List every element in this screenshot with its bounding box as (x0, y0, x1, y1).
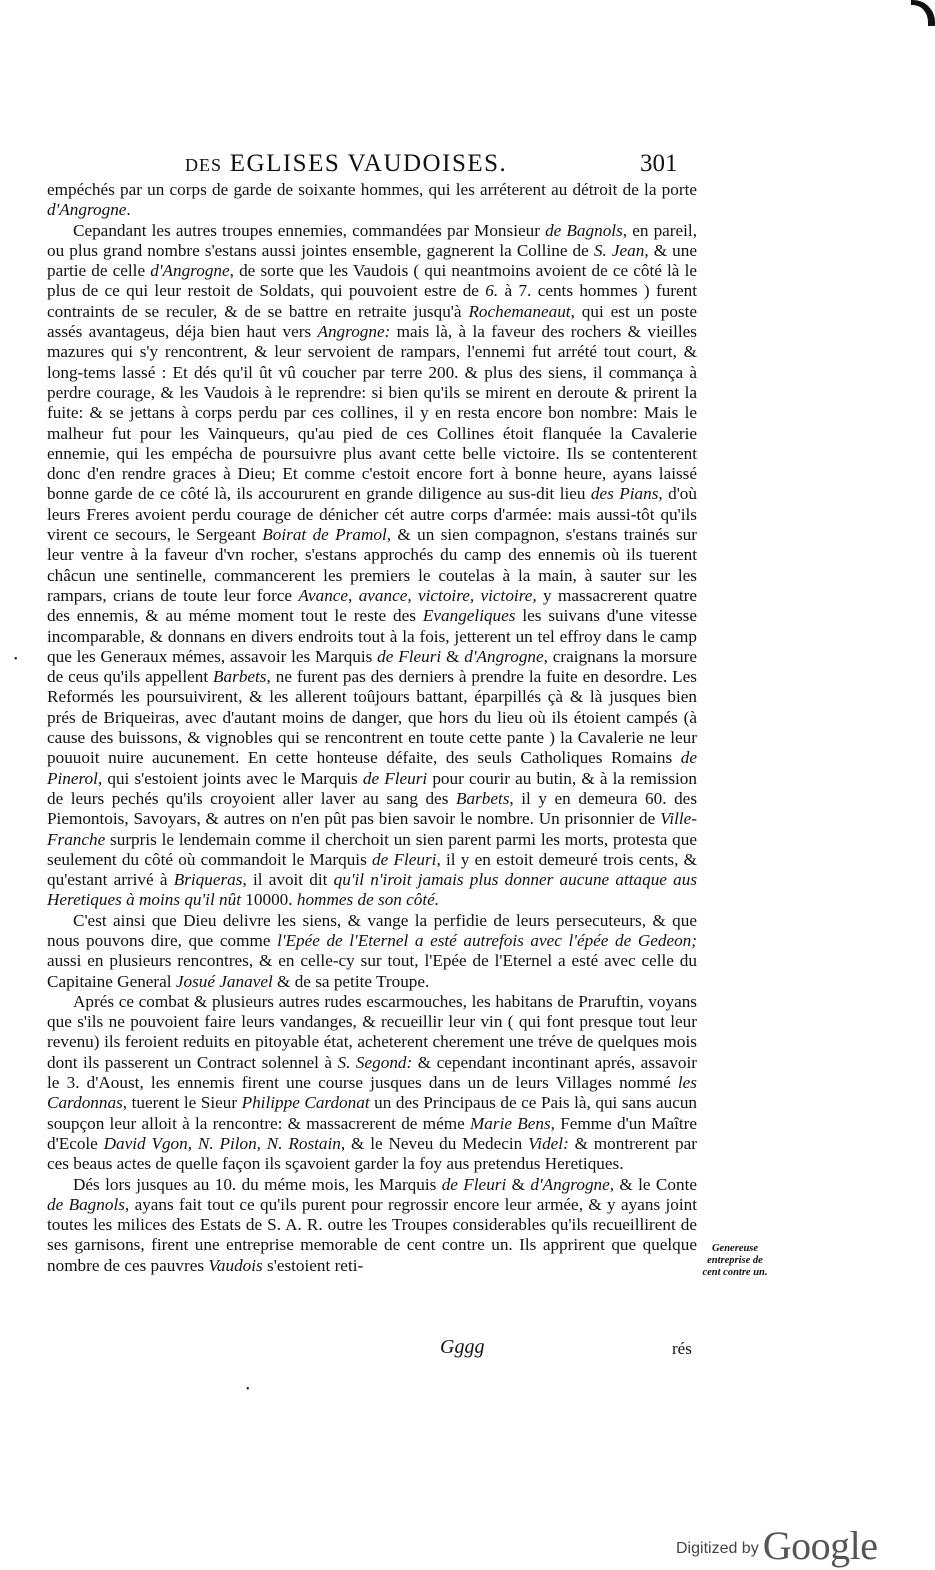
italic-run: hommes de son côté. (296, 890, 440, 910)
page-number: 301 (640, 150, 678, 177)
running-head (0, 150, 935, 180)
italic-run: Ville-Franche (47, 809, 697, 849)
italic-run: S. Jean (593, 240, 645, 260)
text-run: pour courir au butin, & à la remission de leurs pechés qu'ils croyoient aller laver au sang des (47, 768, 697, 808)
text-run: & montrerent par ces beaus actes de quelle façon ils sçavoient garder la foy aus pretendus Heretiques. (47, 1133, 697, 1174)
text-run: , ne furent pas des derniers à prendre la fuite en desordre. Les Reformés les poursuivirent, & les allerent toûjours battant, éparpillés çà & là jusques bien prés de Briqueiras, avec d'autant moins de danger, que hors du lieu où ils étoient campés (à cause des buissons, & vignobles qui se rencontrent en toute cette pante ) la Cavalerie ne leur pouuoit nuire aucunement. En cette honteuse défaite, des seuls Catholiques Romains (47, 667, 697, 768)
italic-run: d'Angrogne (464, 646, 544, 666)
text-run: mais là, à la faveur des rochers & vieilles mazures qui s'y rencontrent, & leur servoient de rampars, l'ennemi fut arrété tout court, & long-tems lassé : Et dés qu'il ût vû coucher par terre 200. & plus des siens, il commança à perdre courage, & les Vaudois à le reprendre: si bien qu'ils se mirent en deroute & prirent la fuite: & se jettans à corps perdu par ces collines, il y en resta encore bon nombre: Mais le malheur fut pour les Vainqueurs, qu'au pied de ces Collines étoit flanquée la Cavalerie ennemie, qui les empécha de poursuivre plus avant cette belle victoire. Ils se contenterent donc d'en rendre graces à Dieu; Et comme c'estoit encore fort à bonne heure, ayans laissé bonne garde de ce côté là, ils accoururent en grande diligence au sus-dit lieu (47, 322, 697, 504)
text-run: surpris le lendemain comme il cherchoit un sien parent parmi les morts, protesta que seulement du côté où commandoit le Marquis (47, 829, 697, 869)
digitized-by-watermark (676, 1522, 877, 1566)
text-run: , qui est un poste assés avantageus, déja bien haut vers (47, 301, 698, 342)
italic-run: de Fleuri (372, 849, 437, 869)
text-run: & cependant incontinant aprés, assavoir le 3. d'Aoust, les ennemis firent une course jusques dans un de leurs Villages nommé (47, 1052, 697, 1093)
text-run: un des Principaus de ce Pais là, qui sans aucun soupçon leur alloit à la rencontre: & massacrerent de méme (47, 1093, 698, 1133)
google-logo: Google (762, 1523, 878, 1568)
italic-run: de Fleuri (441, 1174, 507, 1194)
italic-run: 6. (485, 281, 499, 301)
italic-run: Boirat de Pramol (262, 525, 387, 545)
italic-run: de Bagnols (47, 1194, 125, 1214)
digitized-by-text: Digitized by (676, 1540, 759, 1557)
italic-run: les Cardonnas (47, 1073, 697, 1113)
italic-run: Evangeliques (422, 606, 516, 626)
running-title-main: EGLISES VAUDOISES. (229, 150, 508, 177)
text-run: , de sorte que les Vaudois ( qui neantmoins avoient de ce côté là le plus de ce qui leur restoit de Soldats, qui pouvoient estre de (47, 261, 697, 301)
text-run: Dés lors jusques au 10. du méme mois, les Marquis (73, 1174, 442, 1194)
catchword: rés (672, 1339, 692, 1358)
text-run: , en pareil, ou plus grand nombre s'estans aussi jointes ensemble, gagnerent la Colline de (47, 220, 697, 260)
text-run: & de sa petite Troupe. (272, 971, 430, 991)
body-text (47, 180, 697, 1276)
text-run: Cepandant les autres troupes ennemies, commandées par Monsieur (73, 220, 546, 240)
margin-dot: • (14, 654, 18, 665)
italic-run: de Fleuri (377, 646, 442, 666)
italic-run: qu'il n'iroit jamais plus donner aucune attaque aus Heretiques à moins qu'il nût (47, 870, 698, 910)
text-run: , qui s'estoient joints avec le Marquis (97, 768, 363, 788)
italic-run: S. Segond: (337, 1052, 413, 1072)
text-run: , ayans fait tout ce qu'ils purent pour regrossir encore leur armée, & y ayans joint toutes les milices des Estats de S. A. R. outre les Troupes considerables qu'ils recueillirent de ses garnisons, firent une entreprise memorable de cent contre un. Ils apprirent que quelque nombre de ces pauvres (47, 1194, 698, 1275)
paragraph (47, 911, 697, 992)
italic-run: de Bagnols (545, 220, 623, 240)
italic-run: Avance, avance, victoire, victoire, (298, 585, 537, 605)
italic-run: Videl: (528, 1133, 569, 1153)
text-run: , craignans la morsure de ceus qu'ils appellent (47, 646, 697, 687)
text-run: C'est ainsi que Dieu delivre les siens, & vange la perfidie de leurs persecuteurs, & que nous pouvons dire, que comme (47, 910, 697, 950)
text-run: , tuerent le Sieur (122, 1093, 242, 1113)
text-run: , il avoit dit (242, 870, 334, 890)
running-title (185, 150, 507, 178)
paragraph (47, 221, 697, 911)
italic-run: de Pinerol (47, 748, 697, 788)
italic-run: de Fleuri (362, 768, 428, 788)
text-run: , il y en demeura 60. des Piemontois, Savoyars, & autres on n'en pût pas bien savoir le nombre. Un prisonnier de (47, 788, 698, 829)
running-title-prefix: DES (185, 155, 223, 175)
text-run: Aprés ce combat & plusieurs autres rudes escarmouches, les habitans de Praruftin, voyans que s'ils ne pouvoient faire leurs vandanges, & recueillir leur vin ( qui font presque tout leur revenu) ils feroient reduits en pitoyable état, acheterent cherement une tréve de quelques mois dont ils passerent un Contract solennel à (47, 991, 697, 1072)
page-edge-mark (911, 0, 935, 26)
text-run: , & le Conte (609, 1174, 697, 1194)
italic-run: Josué Janavel (175, 971, 273, 991)
text-run: , & une partie de celle (47, 240, 697, 281)
text-run: s'estoient reti- (262, 1255, 364, 1275)
text-run: empéchés par un corps de garde de soixante hommes, qui les arréterent au détroit de la porte (47, 180, 697, 199)
text-run: les suivans d'une vitesse incomparable, & donnans en divers endroits tout à la fois, jetterent un tel effroy dans le camp que les Generaux mémes, assavoir les Marquis (47, 606, 697, 666)
text-run: , & un sien compagnon, s'estans trainés sur leur ventre à la faveur d'vn rocher, s'estans approchés du camp des ennemis où ils tuerent châcun une sentinelle, commancerent les premiers le coutelas à la main, à sauter sur les rampars, crians de toute leur force (47, 525, 697, 605)
text-run: y massacrerent quatre des ennemis, & au méme moment tout le reste des (47, 585, 697, 626)
text-run: & (506, 1174, 531, 1194)
margin-note: Genereuse entreprise de cent contre un. (702, 1243, 768, 1278)
text-run: 10000. (241, 890, 297, 910)
italic-run: d'Angrogne (47, 200, 127, 220)
stray-dot: • (246, 1384, 250, 1395)
text-run: , Femme d'un Maître d'Ecole (47, 1113, 697, 1153)
text-run: , & le Neveu du Medecin (340, 1133, 529, 1153)
italic-run: Angrogne: (317, 322, 391, 342)
italic-run: Barbets (455, 788, 510, 808)
text-run: & (441, 646, 465, 666)
italic-run: l'Epée de l'Eternel a esté autrefois avec l'épée de Gedeon; (277, 930, 697, 950)
text-run: , d'où leurs Freres avoient perdu courage de dénicher cét autre corps d'armée: mais aussi-tôt qu'ils virent ce secours, le Sergeant (47, 484, 697, 545)
italic-run: d'Angrogne (530, 1174, 610, 1194)
paragraph (47, 180, 697, 221)
italic-run: Barbets (213, 667, 267, 687)
italic-run: Marie Bens (469, 1113, 551, 1133)
italic-run: Vaudois (208, 1255, 263, 1275)
paragraph (47, 1175, 697, 1276)
text-run: , il y en estoit demeuré trois cents, & qu'estant arrivé à (47, 849, 698, 890)
italic-run: Philippe Cardonat (241, 1093, 370, 1113)
signature-mark: Gggg (440, 1336, 485, 1358)
italic-run: d'Angrogne (150, 261, 230, 281)
italic-run: David Vgon, N. Pilon, N. Rostain (103, 1133, 341, 1153)
text-run: . (126, 200, 131, 220)
italic-run: Briqueras (173, 870, 243, 890)
italic-run: Rochemaneaut (468, 301, 571, 321)
text-run: à 7. cents hommes ) furent contraints de se reculer, & de se battre en retraite jusqu'à (47, 281, 698, 321)
text-run: aussi en plusieurs rencontres, & en celle-cy sur tout, l'Epée de l'Eternel a esté avec celle du Capitaine General (47, 951, 697, 991)
paragraph (47, 992, 697, 1175)
italic-run: des Pians (590, 484, 659, 504)
